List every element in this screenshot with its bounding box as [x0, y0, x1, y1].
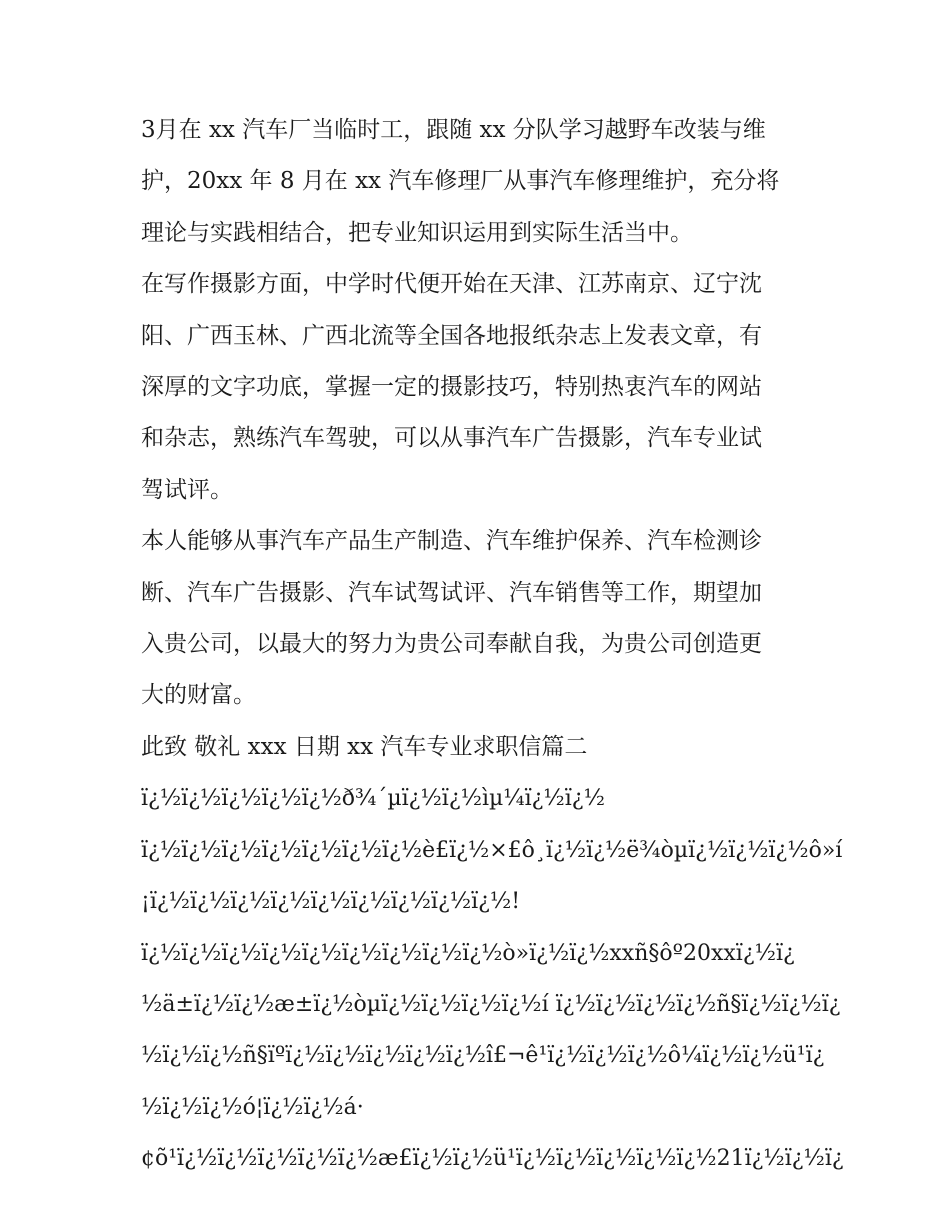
text-line: 驾试评。	[141, 476, 233, 503]
garbled-text-line: ½ä±ï¿½ï¿½æ±ï¿½òµï¿½ï¿½ï¿½ï¿½í ï¿½ï¿½ï¿½ï¿½ñ§ï¿½ï¿½ï¿	[141, 991, 841, 1017]
text-line: 入贵公司，以最大的努力为贵公司奉献自我，为贵公司创造更	[141, 631, 762, 658]
text-line: 大的财富。	[141, 682, 256, 709]
text-line: 理论与实践相结合，把专业知识运用到实际生活当中。	[141, 219, 693, 246]
text-line: 深厚的文字功底，掌握一定的摄影技巧，特别热衷汽车的网站	[141, 374, 762, 401]
garbled-text-line: ¢õ¹ï¿½ï¿½ï¿½ï¿½ï¿½æ£ï¿½ï¿½ü¹ï¿½ï¿½ï¿½ï¿½ï¿½21ï¿½ï¿½ï¿	[141, 1146, 844, 1172]
garbled-text-line: ½ï¿½ï¿½ñ§ïºï¿½ï¿½ï¿½ï¿½ï¿½î£¬ê¹ï¿½ï¿½ï¿½ô¼ï¿½ï¿½ü¹ï¿	[141, 1043, 825, 1069]
text-line: 3月在 xx 汽车厂当临时工，跟随 xx 分队学习越野车改装与维	[141, 117, 766, 143]
garbled-text-line: ï¿½ï¿½ï¿½ï¿½ï¿½ï¿½ï¿½ï¿½ï¿½ò»ï¿½ï¿½xxñ§ôº20xxï¿½ï¿	[141, 940, 795, 966]
text-line: 阳、广西玉林、广西北流等全国各地报纸杂志上发表文章，有	[141, 322, 762, 349]
garbled-text-line: ï¿½ï¿½ï¿½ï¿½ï¿½ï¿½ï¿½è£ï¿½×£ô¸ï¿½ï¿½ë¾òµï¿½ï¿½ï¿½ô»í	[141, 837, 843, 863]
text-line: 本人能够从事汽车产品生产制造、汽车维护保养、汽车检测诊	[141, 528, 762, 555]
garbled-text-line: ï¿½ï¿½ï¿½ï¿½ï¿½ð¾´µï¿½ï¿½ìµ¼ï¿½ï¿½	[141, 786, 605, 812]
closing-line: 此致 敬礼 xxx 日期 xx 汽车专业求职信篇二	[141, 733, 588, 760]
garbled-text-line: ½ï¿½ï¿½ó¦ï¿½ï¿½á·	[141, 1094, 364, 1120]
document-body	[141, 105, 844, 1185]
garbled-text-line: ¡ï¿½ï¿½ï¿½ï¿½ï¿½ï¿½ï¿½ï¿½ï¿½!	[141, 889, 521, 915]
text-line: 和杂志，熟练汽车驾驶，可以从事汽车广告摄影，汽车专业试	[141, 425, 762, 452]
text-line: 护，20xx 年 8 月在 xx 汽车修理厂从事汽车修理维护，充分将	[141, 168, 780, 195]
text-line: 在写作摄影方面，中学时代便开始在天津、江苏南京、辽宁沈	[141, 271, 762, 298]
text-line: 断、汽车广告摄影、汽车试驾试评、汽车销售等工作，期望加	[141, 579, 762, 606]
